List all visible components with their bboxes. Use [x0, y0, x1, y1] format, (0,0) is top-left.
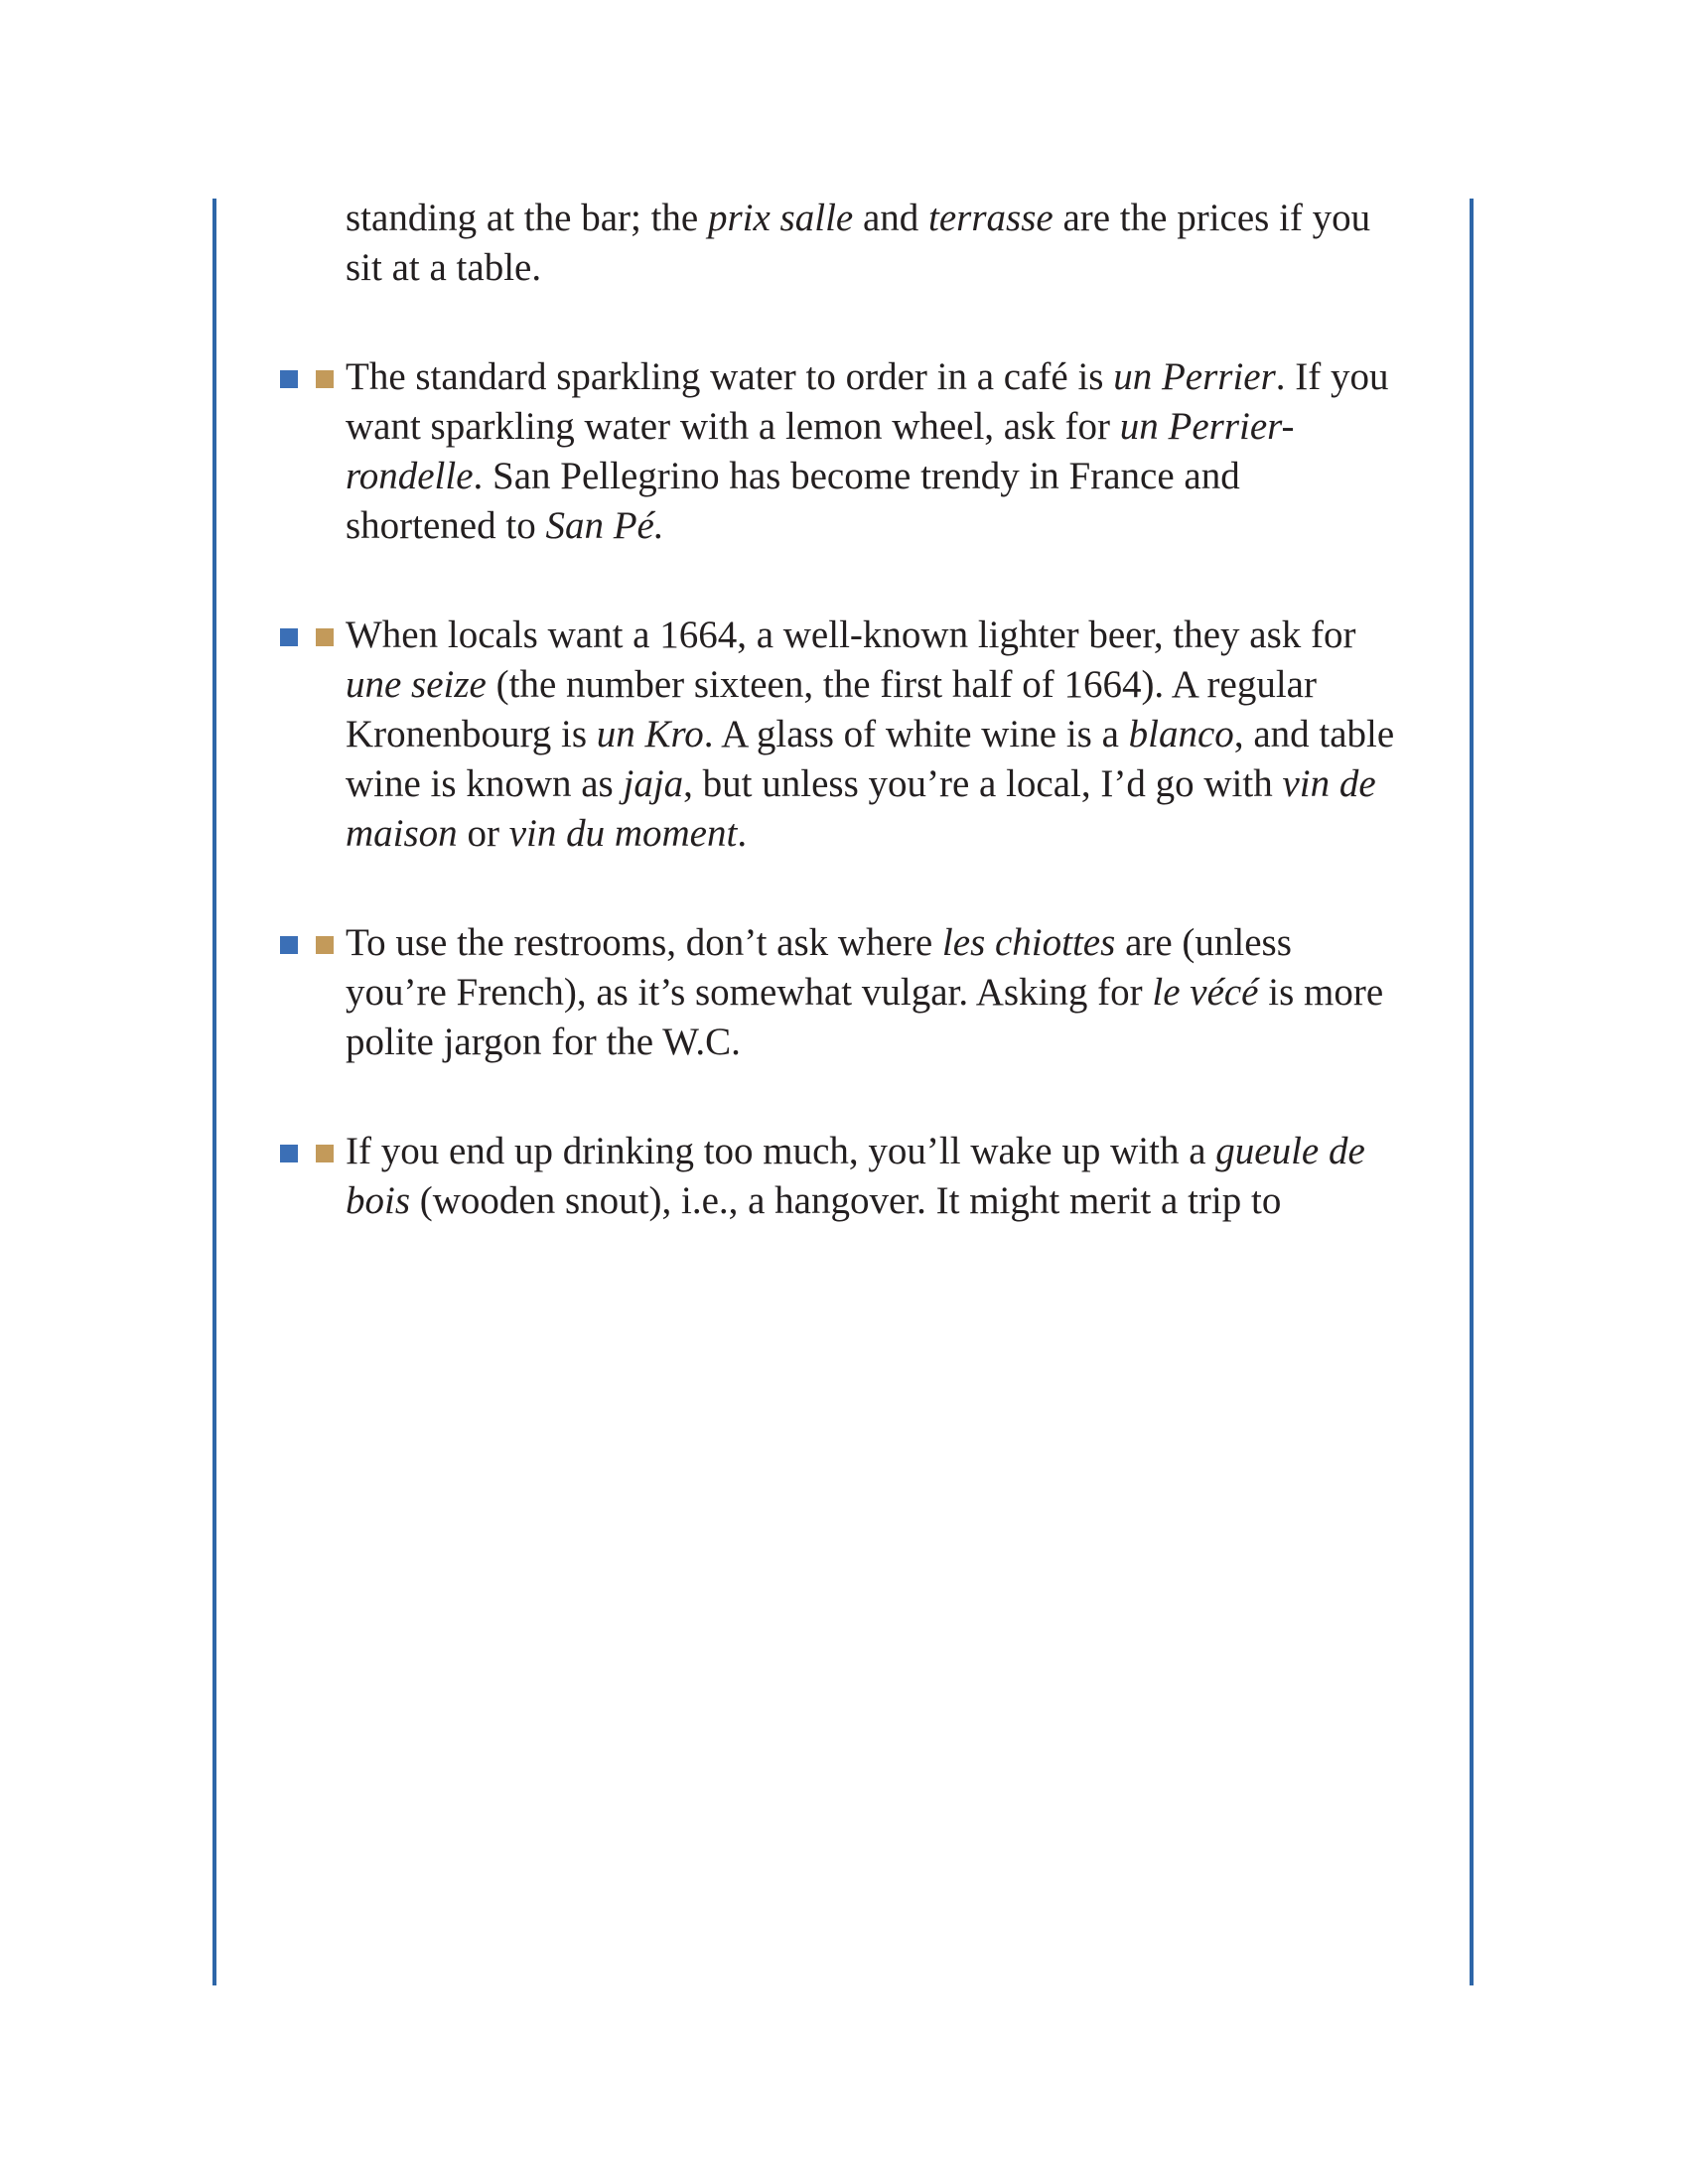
blue-square-icon — [280, 936, 298, 954]
left-margin-rule — [212, 199, 216, 1985]
list-item-hangover: If you end up drinking too much, you’ll wake up with a gueule de bois (wooden snout), i.e., a hangover. It might merit a trip to — [346, 1127, 1398, 1226]
bullet-icon — [280, 628, 334, 646]
bullet-icon — [280, 1145, 334, 1162]
gold-square-icon — [316, 1145, 334, 1162]
gold-square-icon — [316, 936, 334, 954]
continuation-paragraph: standing at the bar; the prix salle and terrasse are the prices if you sit at a table. — [346, 197, 1371, 289]
blue-square-icon — [280, 370, 298, 388]
gold-square-icon — [316, 370, 334, 388]
blue-square-icon — [280, 628, 298, 646]
page-content — [346, 194, 1398, 1226]
bullet-icon — [280, 370, 334, 388]
gold-square-icon — [316, 628, 334, 646]
list-item-sparkling-water: The standard sparkling water to order in a café is un Perrier. If you want sparkling water with a lemon wheel, ask for un Perrier-rondelle. San Pellegrino has become trendy in France and shortened to San Pé. — [346, 352, 1398, 551]
bullet-icon — [280, 936, 334, 954]
list-item-restrooms: To use the restrooms, don’t ask where les chiottes are (unless you’re French), as it’s somewhat vulgar. Asking for le vécé is more polite jargon for the W.C. — [346, 918, 1398, 1067]
list-item-beer-and-wine: When locals want a 1664, a well-known lighter beer, they ask for une seize (the number sixteen, the first half of 1664). A regular Kronenbourg is un Kro. A glass of white wine is a blanco, and table wine is known as jaja, but unless you’re a local, I’d go with vin de maison or vin du moment. — [346, 611, 1398, 859]
blue-square-icon — [280, 1145, 298, 1162]
right-margin-rule — [1470, 199, 1474, 1985]
